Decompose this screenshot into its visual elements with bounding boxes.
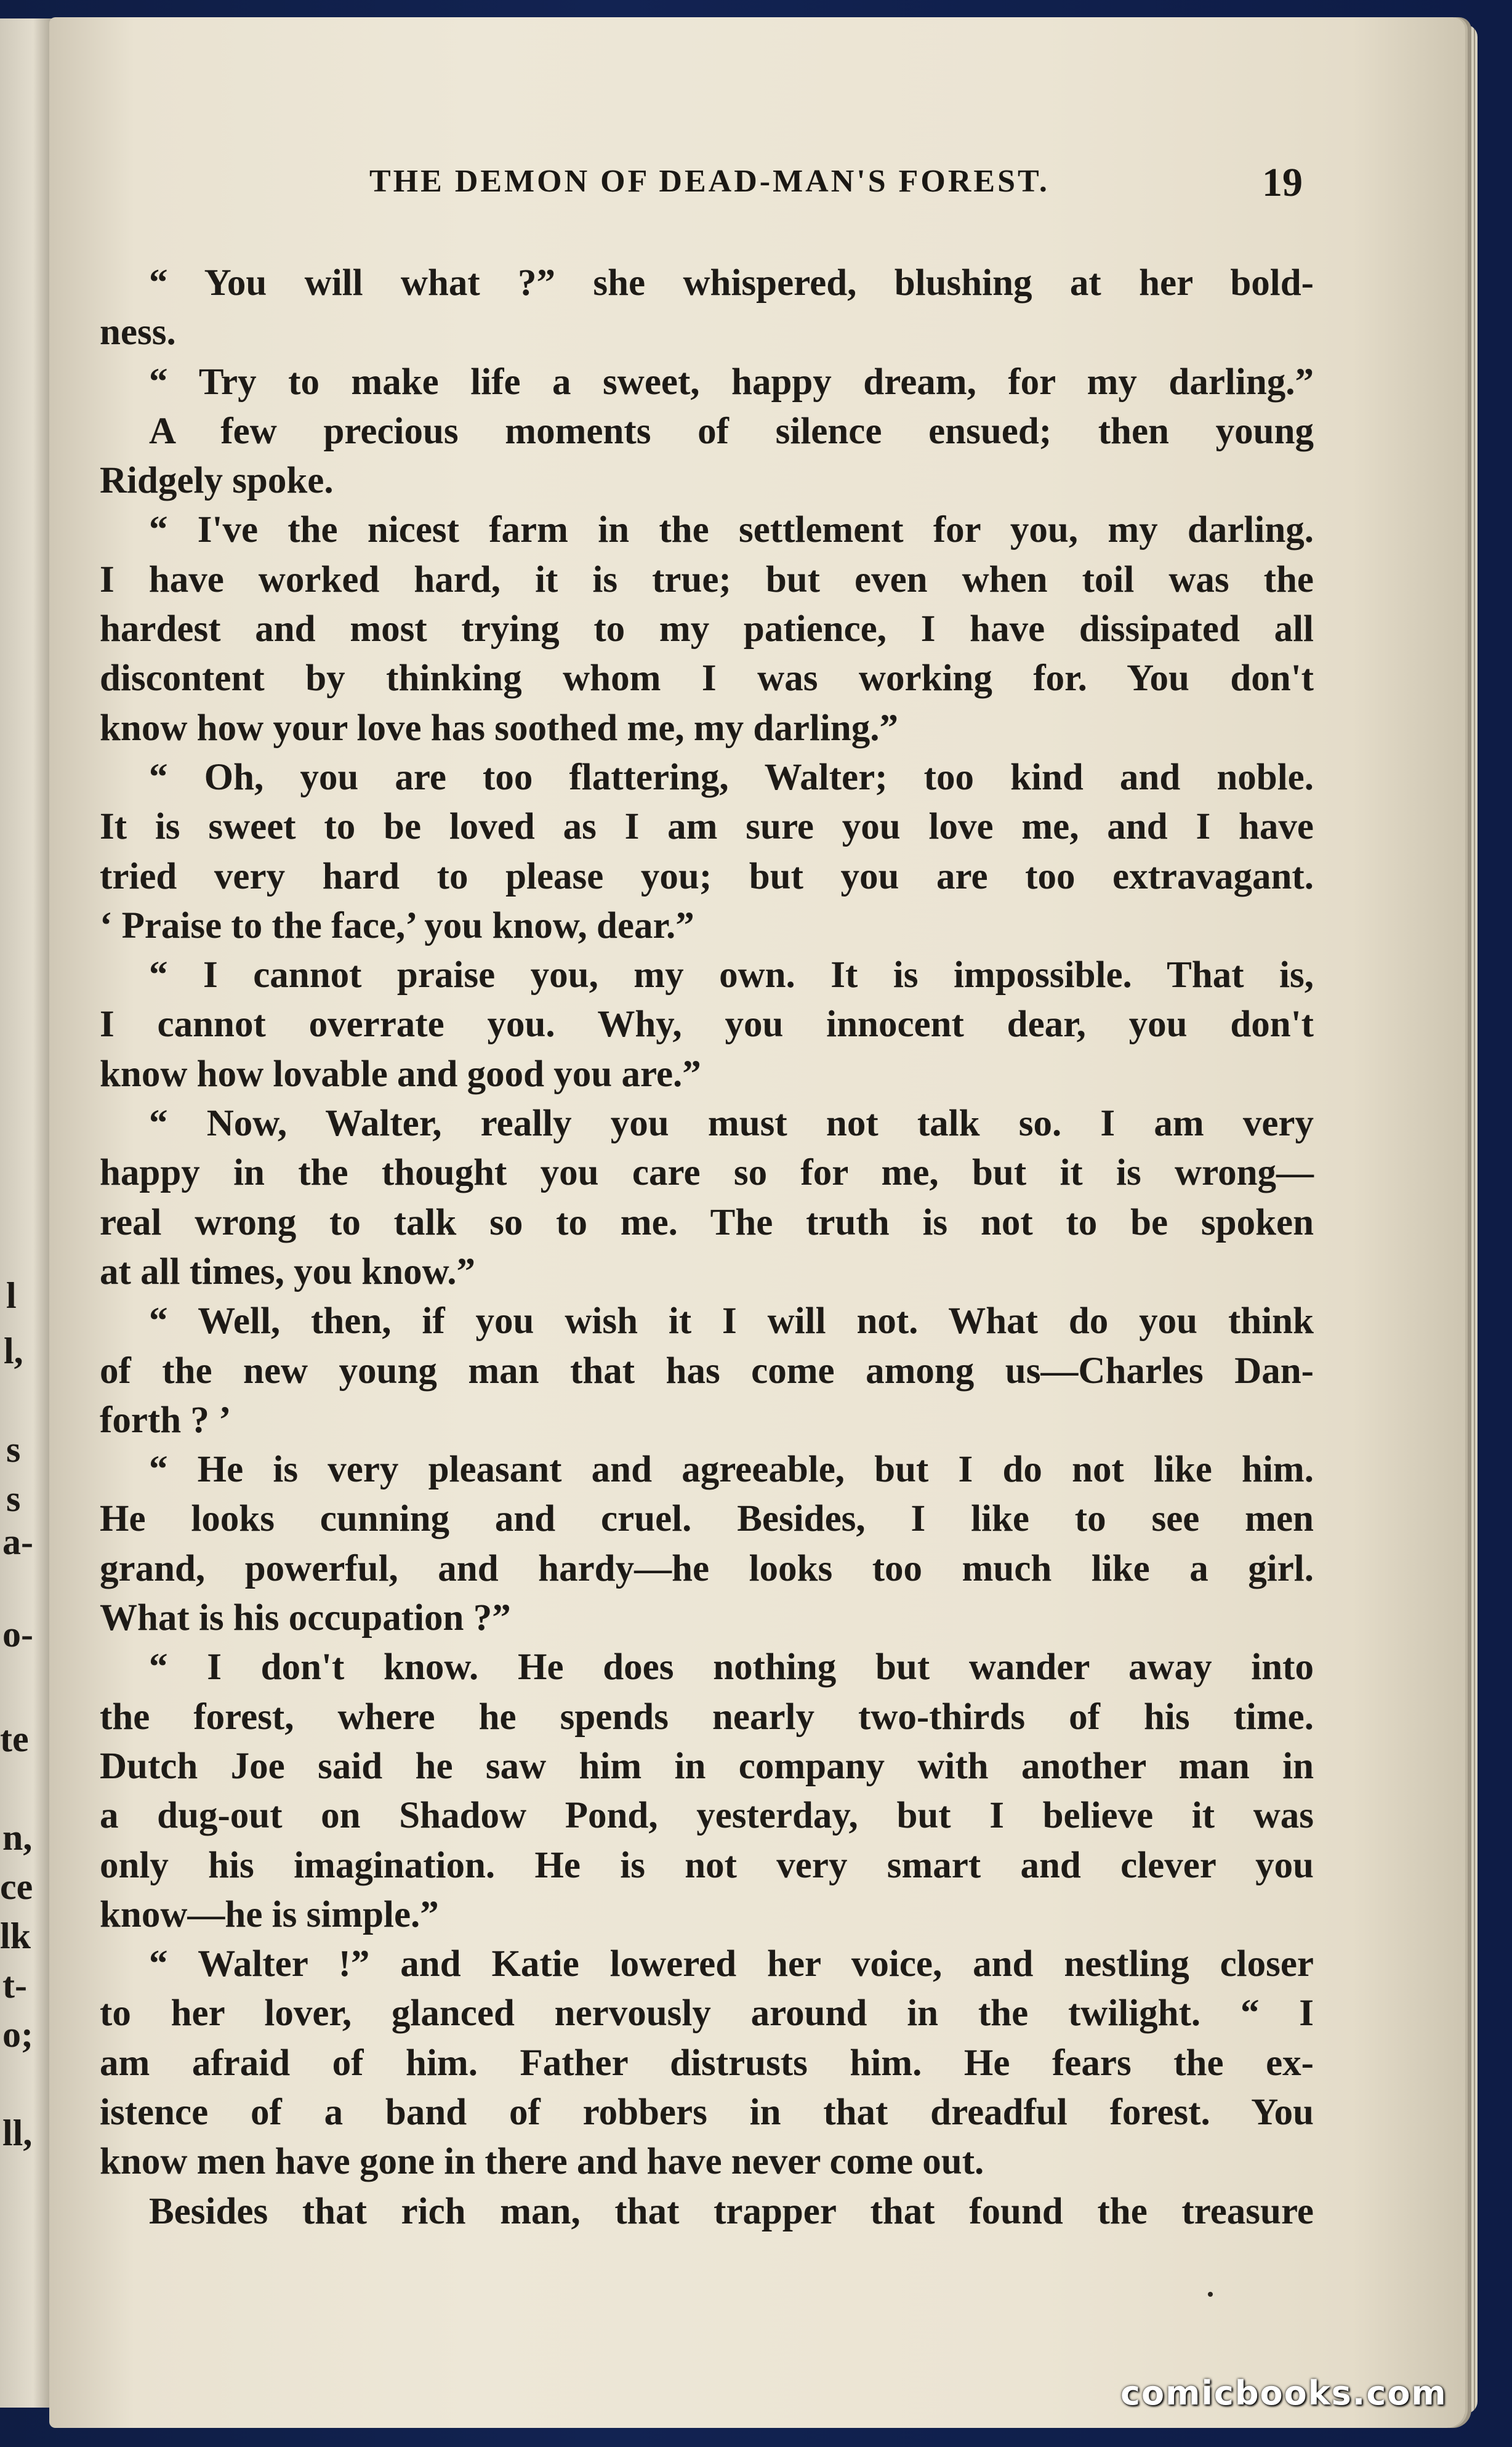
page-body	[100, 259, 1314, 2236]
text-line: “ Walter !” and Katie lowered her voice, and nestling closer	[149, 1943, 1314, 1985]
facing-page-fragment: l,	[4, 1331, 23, 1371]
facing-page-fragment: ce	[0, 1866, 33, 1907]
text-line: know how lovable and good you are.”	[100, 1053, 701, 1095]
page-number: 19	[1262, 160, 1303, 205]
text-line: only his imagination. He is not very smart and clever you	[100, 1844, 1314, 1886]
facing-page-fragment: ll,	[2, 2113, 33, 2153]
facing-page-fragment: o-	[2, 1614, 33, 1655]
text-line: forth ? ’	[100, 1399, 231, 1441]
text-line: I cannot overrate you. Why, you innocent dear, you don't	[100, 1004, 1314, 1046]
text-line: know how your love has soothed me, my darling.”	[100, 707, 898, 749]
text-line: know men have gone in there and have never come out.	[100, 2141, 984, 2183]
text-line: He looks cunning and cruel. Besides, I like to see men	[100, 1498, 1314, 1540]
text-line: the forest, where he spends nearly two-thirds of his time.	[100, 1696, 1314, 1738]
text-line: “ Well, then, if you wish it I will not. What do you think	[149, 1300, 1314, 1342]
text-line: Ridgely spoke.	[100, 460, 334, 502]
watermark: comicbooks.com	[1120, 2374, 1447, 2413]
text-line: It is sweet to be loved as I am sure you love me, and I have	[100, 806, 1314, 848]
text-line: grand, powerful, and hardy—he looks too much like a girl.	[100, 1547, 1314, 1589]
text-line: “ He is very pleasant and agreeable, but I do not like him.	[149, 1449, 1314, 1491]
text-line: at all times, you know.”	[100, 1251, 476, 1292]
text-line: real wrong to talk so to me. The truth is not to be spoken	[100, 1201, 1314, 1243]
text-line: “ Now, Walter, really you must not talk so. I am very	[149, 1103, 1314, 1145]
text-line: am afraid of him. Father distrusts him. He fears the ex-	[100, 2042, 1314, 2084]
text-line: “ Try to make life a sweet, happy dream, for my darling.”	[149, 361, 1314, 403]
text-line: happy in the thought you care so for me, but it is wrong—	[100, 1152, 1314, 1194]
page-header	[92, 160, 1324, 212]
facing-page-fragment: o;	[2, 2014, 33, 2055]
facing-page-fragment: s	[6, 1478, 21, 1519]
facing-page-fragment: t-	[2, 1965, 27, 2006]
facing-page-fragment: s	[6, 1429, 21, 1470]
text-line: istence of a band of robbers in that dreadful forest. You	[100, 2091, 1314, 2133]
text-line: ness.	[100, 312, 176, 353]
text-line: “ I don't know. He does nothing but wander away into	[149, 1647, 1314, 1688]
text-line: What is his occupation ?”	[100, 1597, 511, 1639]
facing-page-fragment: te	[0, 1719, 29, 1759]
facing-page-fragment: lk	[0, 1916, 31, 1956]
running-title: THE DEMON OF DEAD-MAN'S FOREST.	[369, 164, 1050, 199]
text-line: Besides that rich man, that trapper that found the treasure	[149, 2190, 1314, 2232]
text-line: Dutch Joe said he saw him in company with another man in	[100, 1745, 1314, 1787]
text-line: to her lover, glanced nervously around in the twilight. “ I	[100, 1993, 1314, 2034]
text-line: “ I've the nicest farm in the settlement for you, my darling.	[149, 509, 1314, 551]
text-line: of the new young man that has come among us—Charles Dan-	[100, 1350, 1314, 1392]
text-line: “ You will what ?” she whispered, blushing at her bold-	[149, 262, 1314, 304]
facing-page-fragment: a-	[2, 1522, 33, 1562]
text-line: I have worked hard, it is true; but even when toil was the	[100, 558, 1314, 600]
text-line: discontent by thinking whom I was working for. You don't	[100, 658, 1314, 699]
facing-page-fragment: l	[6, 1275, 17, 1316]
text-line: “ Oh, you are too flattering, Walter; too kind and noble.	[149, 756, 1314, 798]
text-line: “ I cannot praise you, my own. It is impossible. That is,	[149, 954, 1314, 996]
text-line: tried very hard to please you; but you are too extravagant.	[100, 855, 1314, 897]
text-line: a dug-out on Shadow Pond, yesterday, but I believe it was	[100, 1795, 1314, 1837]
facing-page-fragment: n,	[2, 1817, 33, 1858]
text-line: hardest and most trying to my patience, I have dissipated all	[100, 608, 1314, 650]
text-line: A few precious moments of silence ensued; then young	[149, 410, 1314, 452]
text-line: know—he is simple.”	[100, 1893, 439, 1935]
ink-speck	[1208, 2292, 1213, 2297]
text-line: ‘ Praise to the face,’ you know, dear.”	[100, 905, 694, 946]
